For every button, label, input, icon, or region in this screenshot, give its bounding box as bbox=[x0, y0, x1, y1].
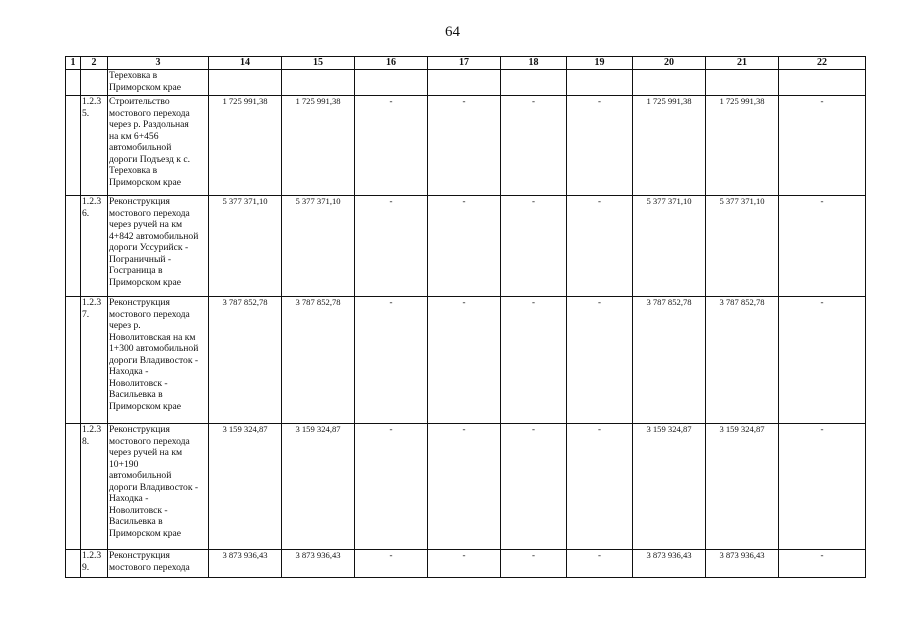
row-col-1 bbox=[66, 550, 81, 578]
cell-col-20: 3 873 936,43 bbox=[633, 550, 706, 578]
cell-col-15: 3 159 324,87 bbox=[282, 424, 355, 550]
cell-col-22: - bbox=[779, 96, 866, 196]
cell-col-16: - bbox=[355, 550, 428, 578]
col-header-15: 15 bbox=[282, 57, 355, 70]
cell-col-17: - bbox=[428, 96, 501, 196]
table-row bbox=[66, 297, 866, 424]
cell-col-18: - bbox=[501, 297, 567, 424]
cell-col-20: 1 725 991,38 bbox=[633, 96, 706, 196]
row-number: 1.2.3 7. bbox=[81, 297, 108, 424]
row-col-1 bbox=[66, 196, 81, 297]
cell-col-21: 3 159 324,87 bbox=[706, 424, 779, 550]
cell-col-22: - bbox=[779, 424, 866, 550]
row-number: 1.2.3 6. bbox=[81, 196, 108, 297]
row-number bbox=[81, 70, 108, 96]
cell-col-22: - bbox=[779, 550, 866, 578]
row-number: 1.2.3 9. bbox=[81, 550, 108, 578]
cell-col-14: 5 377 371,10 bbox=[209, 196, 282, 297]
row-object-name: Строительство мостового перехода через р. Раздольная на км 6+456 автомобильной дороги Подъезд к с. Тереховка в Приморском крае bbox=[108, 96, 209, 196]
col-header-22: 22 bbox=[779, 57, 866, 70]
cell-col-18: - bbox=[501, 196, 567, 297]
cell-col-15: 1 725 991,38 bbox=[282, 96, 355, 196]
cell-col-19: - bbox=[567, 424, 633, 550]
cell-col-21: 5 377 371,10 bbox=[706, 196, 779, 297]
cell-col-17 bbox=[428, 70, 501, 96]
row-col-1 bbox=[66, 424, 81, 550]
col-header-19: 19 bbox=[567, 57, 633, 70]
cell-col-16 bbox=[355, 70, 428, 96]
row-object-name: Реконструкция мостового перехода через ручей на км 10+190 автомобильной дороги Владивосток - Находка - Новолитовск - Васильевка в Приморском крае bbox=[108, 424, 209, 550]
cell-col-20 bbox=[633, 70, 706, 96]
row-object-name: Тереховка в Приморском крае bbox=[108, 70, 209, 96]
cell-col-14 bbox=[209, 70, 282, 96]
cell-col-20: 5 377 371,10 bbox=[633, 196, 706, 297]
row-col-1 bbox=[66, 70, 81, 96]
col-header-16: 16 bbox=[355, 57, 428, 70]
page-number: 64 bbox=[445, 24, 460, 40]
row-number: 1.2.3 8. bbox=[81, 424, 108, 550]
cell-col-18: - bbox=[501, 96, 567, 196]
cell-col-22 bbox=[779, 70, 866, 96]
cell-col-21 bbox=[706, 70, 779, 96]
budget-table bbox=[65, 56, 866, 578]
cell-col-14: 3 873 936,43 bbox=[209, 550, 282, 578]
col-header-20: 20 bbox=[633, 57, 706, 70]
cell-col-21: 3 787 852,78 bbox=[706, 297, 779, 424]
col-header-21: 21 bbox=[706, 57, 779, 70]
cell-col-22: - bbox=[779, 196, 866, 297]
row-object-name: Реконструкция мостового перехода bbox=[108, 550, 209, 578]
cell-col-18: - bbox=[501, 424, 567, 550]
row-col-1 bbox=[66, 96, 81, 196]
cell-col-19: - bbox=[567, 550, 633, 578]
cell-col-16: - bbox=[355, 297, 428, 424]
col-header-14: 14 bbox=[209, 57, 282, 70]
cell-col-19: - bbox=[567, 196, 633, 297]
cell-col-16: - bbox=[355, 96, 428, 196]
cell-col-14: 3 787 852,78 bbox=[209, 297, 282, 424]
cell-col-20: 3 159 324,87 bbox=[633, 424, 706, 550]
cell-col-15 bbox=[282, 70, 355, 96]
col-header-17: 17 bbox=[428, 57, 501, 70]
cell-col-21: 1 725 991,38 bbox=[706, 96, 779, 196]
cell-col-16: - bbox=[355, 424, 428, 550]
table-row bbox=[66, 196, 866, 297]
table-row bbox=[66, 550, 866, 578]
table-row bbox=[66, 96, 866, 196]
cell-col-18: - bbox=[501, 550, 567, 578]
cell-col-20: 3 787 852,78 bbox=[633, 297, 706, 424]
row-object-name: Реконструкция мостового перехода через р. Новолитовская на км 1+300 автомобильной дороги Владивосток - Находка - Новолитовск - Васильевка в Приморском крае bbox=[108, 297, 209, 424]
col-header-18: 18 bbox=[501, 57, 567, 70]
header-row bbox=[66, 57, 866, 70]
cell-col-18 bbox=[501, 70, 567, 96]
col-header-2: 2 bbox=[81, 57, 108, 70]
cell-col-22: - bbox=[779, 297, 866, 424]
cell-col-19 bbox=[567, 70, 633, 96]
row-object-name: Реконструкция мостового перехода через ручей на км 4+842 автомобильной дороги Уссурийск - Пограничный - Госграница в Приморском крае bbox=[108, 196, 209, 297]
cell-col-17: - bbox=[428, 424, 501, 550]
cell-col-16: - bbox=[355, 196, 428, 297]
cell-col-17: - bbox=[428, 297, 501, 424]
cell-col-15: 5 377 371,10 bbox=[282, 196, 355, 297]
table-row bbox=[66, 424, 866, 550]
cell-col-14: 3 159 324,87 bbox=[209, 424, 282, 550]
table-row bbox=[66, 70, 866, 96]
cell-col-19: - bbox=[567, 96, 633, 196]
cell-col-15: 3 787 852,78 bbox=[282, 297, 355, 424]
cell-col-15: 3 873 936,43 bbox=[282, 550, 355, 578]
col-header-3: 3 bbox=[108, 57, 209, 70]
cell-col-17: - bbox=[428, 196, 501, 297]
cell-col-21: 3 873 936,43 bbox=[706, 550, 779, 578]
row-col-1 bbox=[66, 297, 81, 424]
cell-col-17: - bbox=[428, 550, 501, 578]
cell-col-14: 1 725 991,38 bbox=[209, 96, 282, 196]
col-header-1: 1 bbox=[66, 57, 81, 70]
row-number: 1.2.3 5. bbox=[81, 96, 108, 196]
cell-col-19: - bbox=[567, 297, 633, 424]
